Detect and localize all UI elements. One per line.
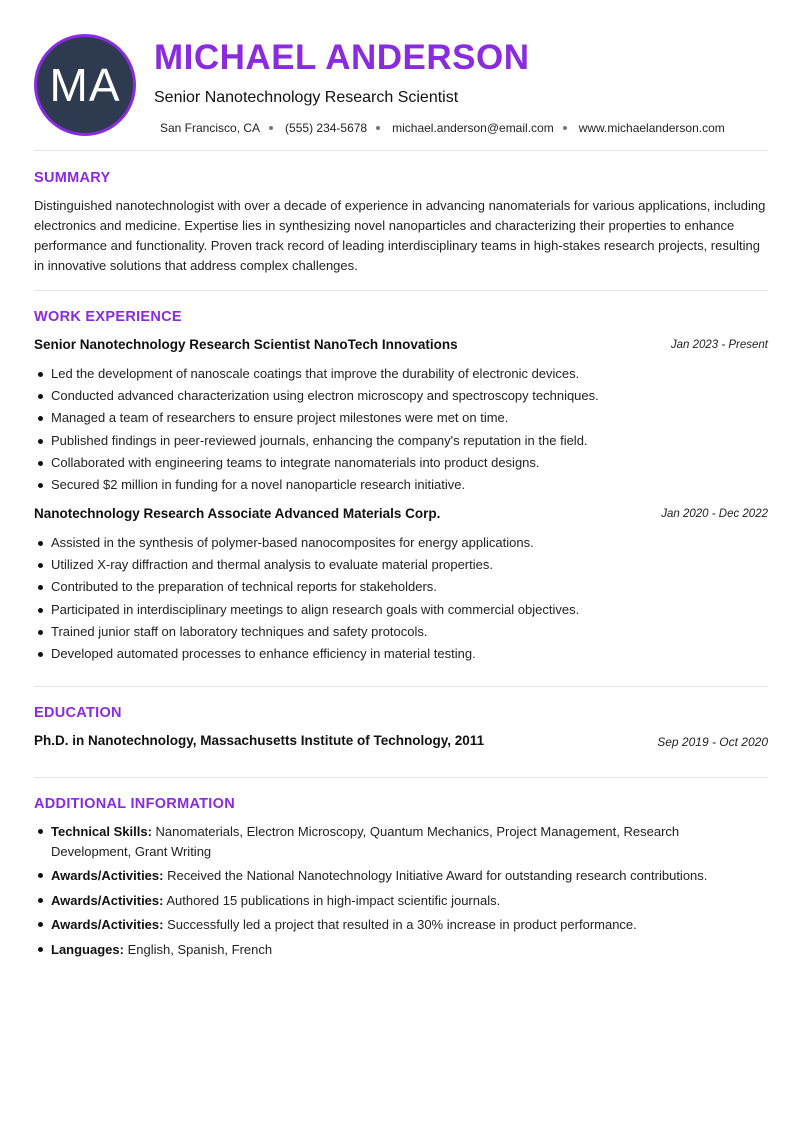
item-label: Technical Skills:: [51, 824, 152, 839]
job-date: Jan 2023 - Present: [670, 339, 768, 351]
job-role: Nanotechnology Research Associate Advanced Materials Corp.: [34, 506, 441, 521]
contact-location: San Francisco, CA: [160, 121, 261, 135]
list-item: Utilized X-ray diffraction and thermal analysis to evaluate material properties.: [34, 554, 768, 576]
list-item: [34, 866, 734, 886]
list-item: [34, 891, 734, 911]
job-bullets: [34, 532, 768, 665]
list-item: Developed automated processes to enhance efficiency in material testing.: [34, 643, 768, 665]
item-text: Authored 15 publications in high-impact scientific journals.: [163, 892, 501, 908]
additional-heading: ADDITIONAL INFORMATION: [34, 796, 235, 812]
resume-header: [34, 34, 768, 138]
item-label: Awards/Activities:: [51, 892, 164, 908]
item-text: Nanomaterials, Electron Microscopy, Quantum Mechanics, Project Management, Research Development, Grant Writing: [51, 824, 680, 859]
job-date: Jan 2020 - Dec 2022: [661, 508, 768, 520]
item-text: Received the National Nanotechnology Initiative Award for outstanding research contributions.: [163, 868, 708, 883]
item-text: English, Spanish, French: [123, 941, 273, 957]
section-divider: [34, 150, 768, 151]
section-divider: [34, 290, 768, 291]
contact-bar: [160, 121, 725, 135]
list-item: Collaborated with engineering teams to integrate nanomaterials into product designs.: [34, 452, 768, 474]
summary-heading: SUMMARY: [34, 170, 111, 186]
contact-website[interactable]: www.michaelanderson.com: [578, 121, 725, 135]
separator-dot: [376, 126, 380, 130]
list-item: Contributed to the preparation of technical reports for stakeholders.: [34, 576, 768, 598]
education-date: Sep 2019 - Oct 2020: [657, 735, 768, 749]
section-divider: [34, 777, 768, 778]
education-heading: EDUCATION: [34, 705, 122, 721]
summary-text: Distinguished nanotechnologist with over a decade of experience in advancing nanomaterials for various applications, including electronics and medicine. Expertise lies in synthesizing novel nanoparticles and characterizing their properties to enhance performance and functionality. Proven track record of leading interdisciplinary teams in high-stakes research projects, resulting in innovative solutions that address complex challenges.: [34, 198, 766, 273]
job-entry: [34, 506, 768, 665]
job-role: Senior Nanotechnology Research Scientist NanoTech Innovations: [34, 337, 458, 352]
item-label: Awards/Activities:: [51, 917, 164, 932]
list-item: Managed a team of researchers to ensure project milestones were met on time.: [34, 407, 768, 429]
education-entry: [34, 733, 768, 753]
avatar: [34, 34, 136, 136]
list-item: [34, 915, 734, 935]
separator-dot: [563, 126, 567, 130]
list-item: Participated in interdisciplinary meetings to align research goals with commercial objectives.: [34, 599, 768, 621]
experience-heading: WORK EXPERIENCE: [34, 309, 182, 325]
list-item: Assisted in the synthesis of polymer-based nanocomposites for energy applications.: [34, 532, 768, 554]
avatar-initials: MA: [49, 59, 121, 111]
separator-dot: [269, 126, 273, 130]
item-label: Awards/Activities:: [51, 868, 164, 883]
job-bullets: [34, 363, 768, 496]
list-item: Led the development of nanoscale coatings that improve the durability of electronic devices.: [34, 363, 768, 385]
list-item: Trained junior staff on laboratory techniques and safety protocols.: [34, 621, 768, 643]
candidate-name: MICHAEL ANDERSON: [154, 38, 530, 77]
list-item: Secured $2 million in funding for a novel nanoparticle research initiative.: [34, 474, 768, 496]
list-item: [34, 940, 734, 960]
list-item: [34, 822, 734, 861]
contact-email[interactable]: michael.anderson@email.com: [392, 121, 554, 135]
additional-list: [34, 822, 734, 964]
job-entry: [34, 337, 768, 496]
list-item: Published findings in peer-reviewed journals, enhancing the company's reputation in the field.: [34, 430, 768, 452]
item-label: Languages:: [51, 941, 124, 957]
section-divider: [34, 686, 768, 687]
item-text: Successfully led a project that resulted in a 30% increase in product performance.: [163, 917, 637, 932]
contact-phone: (555) 234-5678: [285, 121, 368, 135]
candidate-title: Senior Nanotechnology Research Scientist: [154, 89, 459, 106]
education-degree: Ph.D. in Nanotechnology, Massachusetts Institute of Technology, 2011: [34, 733, 485, 748]
list-item: Conducted advanced characterization using electron microscopy and spectroscopy techniques.: [34, 385, 768, 407]
